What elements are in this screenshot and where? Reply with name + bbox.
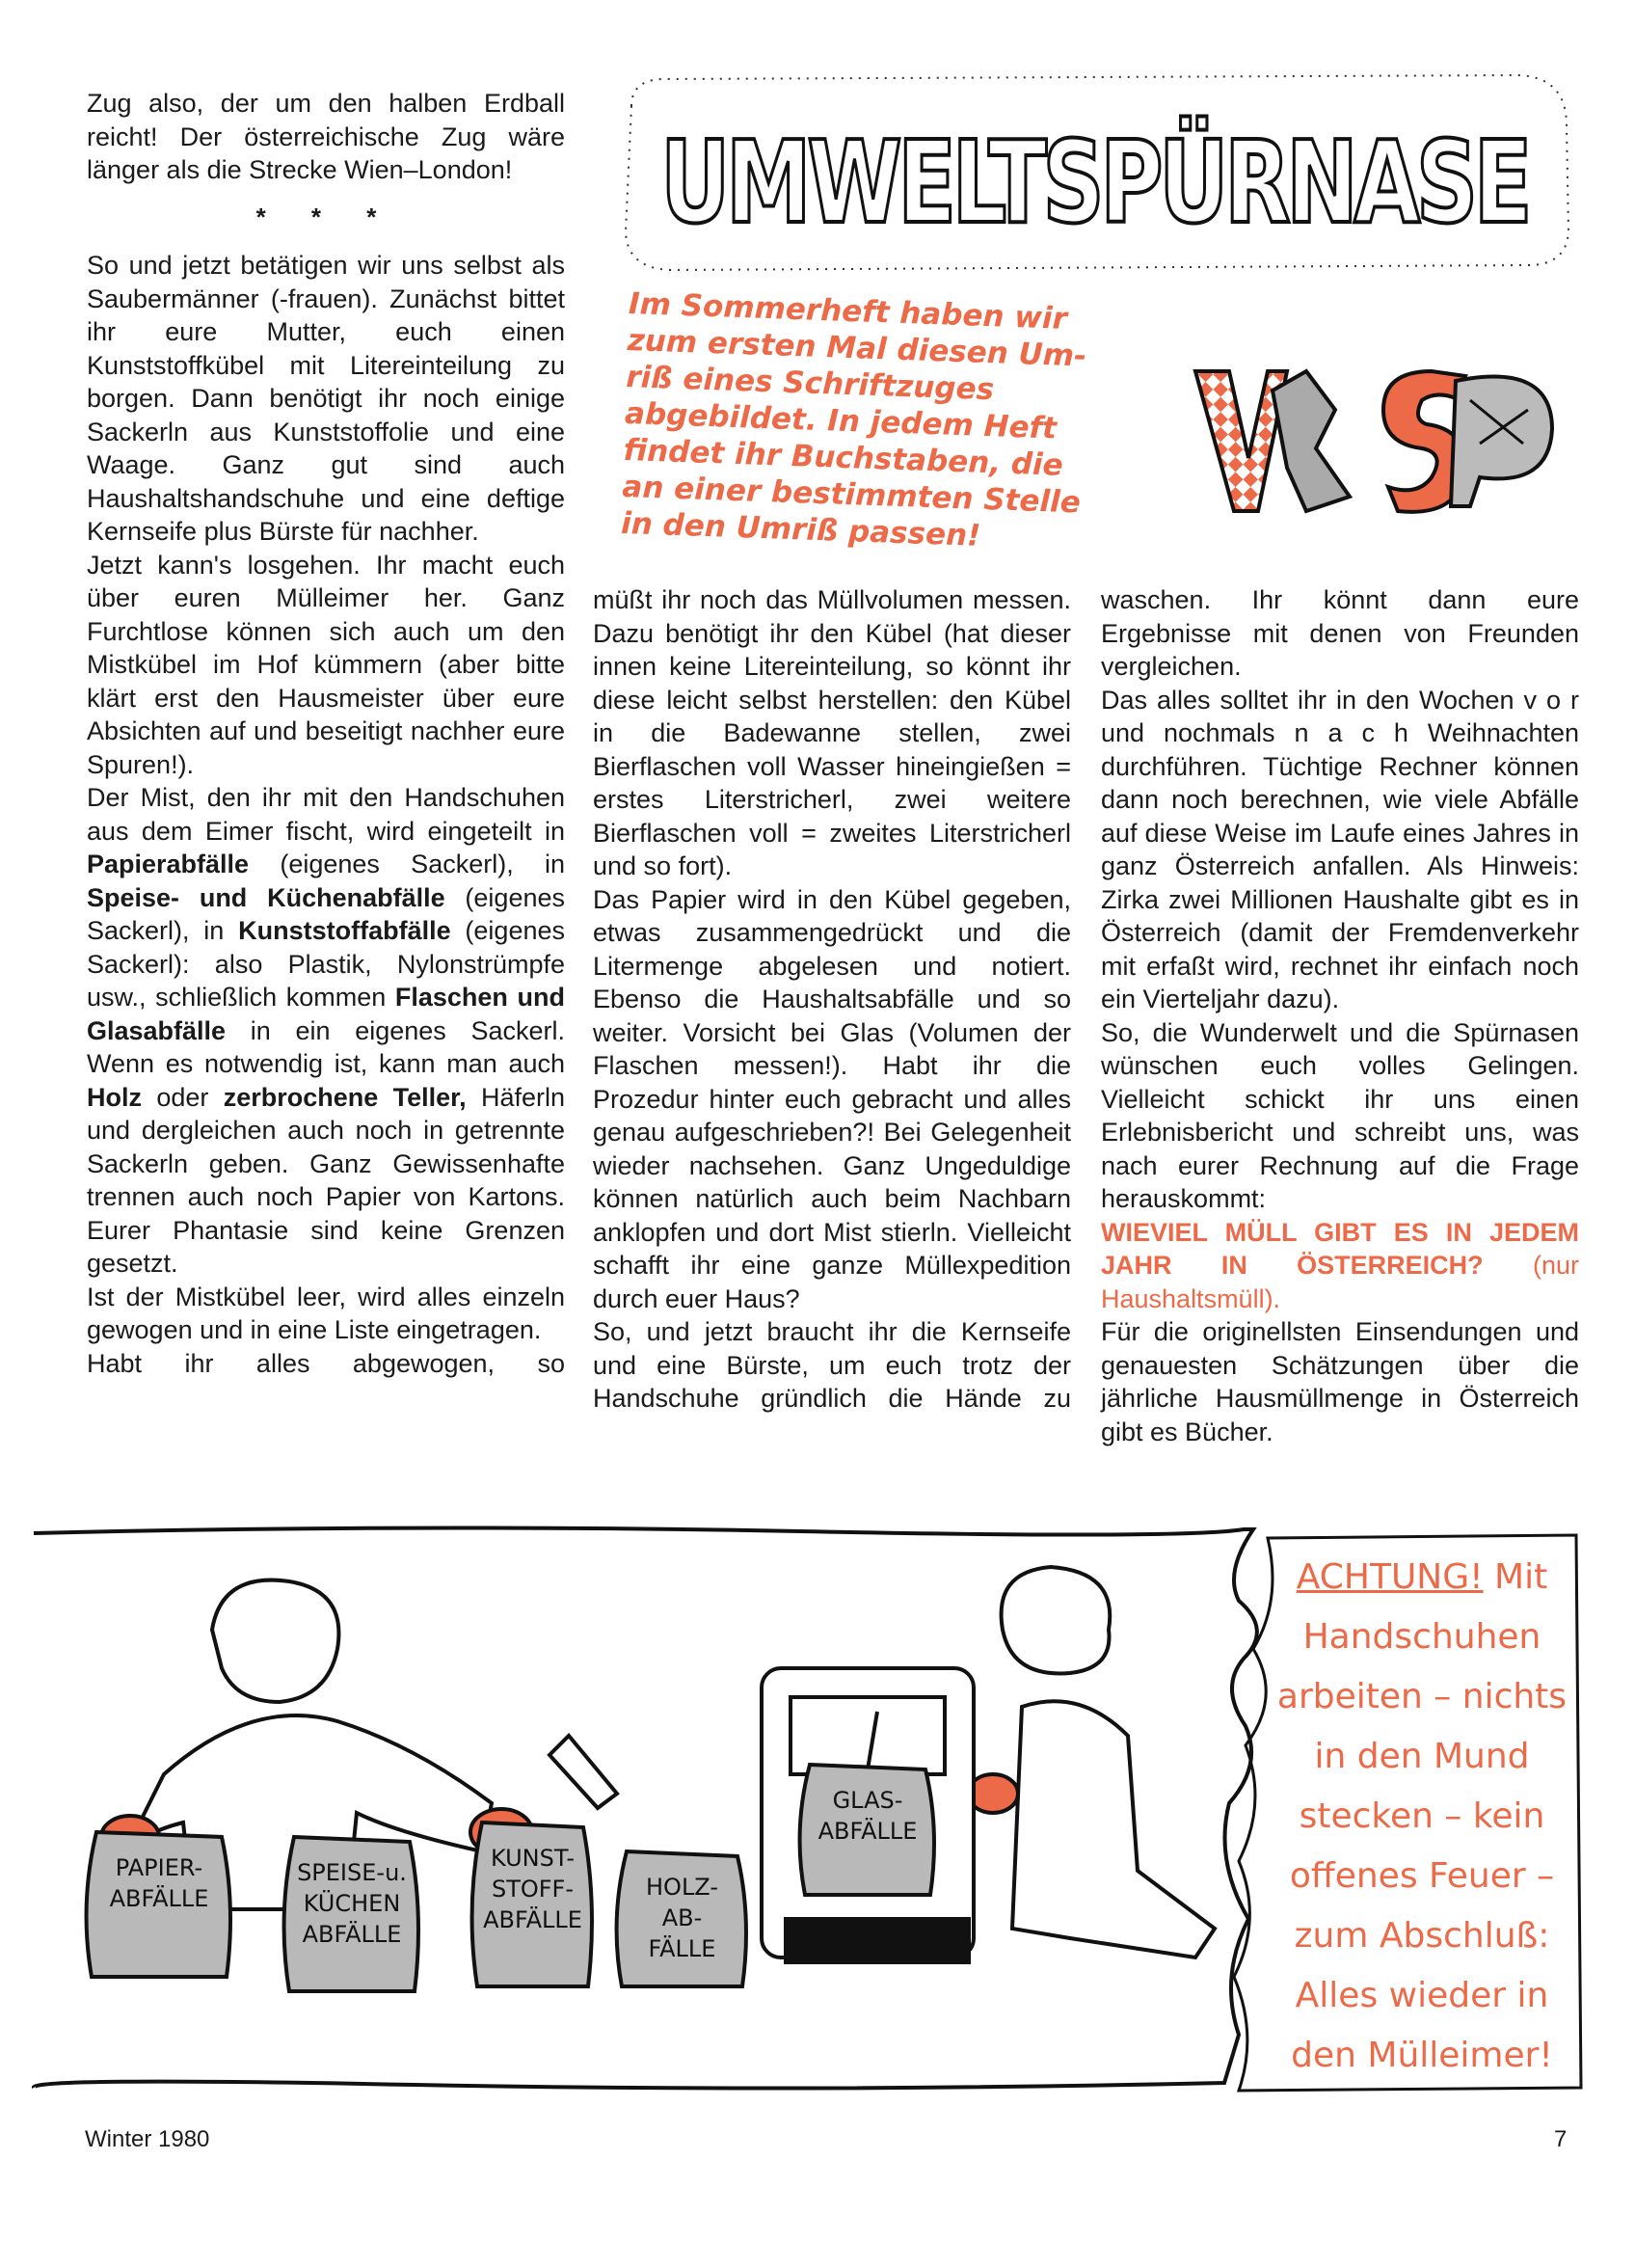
bag-label: KUNST- <box>491 1845 575 1872</box>
text: Das Papier wird in den Kübel gegeben, etwas zusammengedrückt und die Litermenge abgelesen und notiert. Ebenso die Haushaltsabfälle und so weiter. Vorsicht bei Glas (Volumen der Flaschen messen!). Habt ihr die Prozedur hinter euch gebracht und alles genau aufgeschrieben?! Bei Gelegenheit wieder nachsehen. Ganz Ungeduldige können natürlich auch beim Nachbarn anklopfen und dort Mist stierln. Vielleicht schafft ihr eine ganze Müllexpedition durch euer Haus? <box>593 884 1071 1313</box>
paragraph <box>593 883 1071 1316</box>
text: * * * <box>255 202 396 231</box>
text: (eigenes Sackerl), in <box>249 850 565 878</box>
text: Häferln und dergleichen auch noch in getrennte Sackerln geben. Ganz Gewissenhafte trennen auch noch Papier von Kartons. Eurer Phantasie sind keine Grenzen gesetzt. <box>87 1082 565 1278</box>
paragraph <box>1101 684 1579 1016</box>
text-column-3 <box>1101 583 1579 1448</box>
warning-line: Handschuhen <box>1302 1617 1541 1657</box>
bag-label: PAPIER- <box>115 1854 203 1881</box>
va-letter-piece <box>1195 371 1350 511</box>
text: Zug also, der um den halben Erdball reicht! Der österreichische Zug wäre länger als die Strecke Wien–London! <box>87 89 565 184</box>
bag-label: SPEISE-u. <box>297 1859 407 1886</box>
paragraph <box>1101 583 1579 684</box>
text: Das alles solltet ihr in den Wochen v o r und nochmals n a c h Weihnachten durchführen. Tüchtige Rechner können dann noch berechnen, wie viele Abfälle auf diese Weise im Laufe eines Jahres in ganz Österreich anfallen. Als Hinweis: Zirka zwei Millionen Haushalte gibt es in Österreich (damit der Fremdenverkehr mit erfaßt wird, rechnet ihr einfach noch ein Vierteljahr dazu). <box>1101 685 1579 1013</box>
bold-text: Speise- und Küchenabfälle <box>87 882 445 912</box>
sp-letter-piece <box>1383 371 1552 512</box>
bag-label: ABFÄLLE <box>302 1921 402 1948</box>
bold-text: Kunststoffabfälle <box>238 916 451 945</box>
text: Ist der Mistkübel leer, wird alles einzeln gewogen und in eine Liste eingetragen. <box>87 1282 565 1344</box>
text-column-2 <box>593 583 1071 1416</box>
intro-note-line: riß eines Schriftzuges <box>625 359 995 408</box>
svg-text:UMWELTSPÜRNASE: UMWELTSPÜRNASE <box>660 116 1528 249</box>
paragraph <box>87 1281 565 1347</box>
paragraph <box>593 1315 1071 1416</box>
paragraph <box>87 201 565 234</box>
paragraph <box>593 583 1071 883</box>
warning-line: zum Abschluß: <box>1294 1916 1550 1956</box>
warning-line: in den Mund <box>1314 1737 1530 1776</box>
bag-label: ABFÄLLE <box>109 1885 209 1912</box>
bag-label: ABFÄLLE <box>483 1906 582 1933</box>
waste-bag <box>284 1837 418 1991</box>
bold-text: zerbrochene Teller, <box>223 1082 467 1112</box>
waste-bag <box>472 1822 592 1986</box>
text: Für die originellsten Einsendungen und genauesten Schätzungen über die jährliche Hausmüllmenge in Österreich gibt es Bücher. <box>1101 1317 1579 1446</box>
waste-bag <box>800 1765 934 1895</box>
intro-note-line: Im Sommerheft haben wir <box>628 286 1068 337</box>
paragraph <box>87 1347 565 1381</box>
bag-label: STOFF- <box>491 1876 575 1903</box>
bag-label: HOLZ- <box>646 1874 718 1901</box>
waste-bag <box>617 1851 746 1986</box>
text: So, die Wunderwelt und die Spürnasen wünschen euch volles Gelingen. Vielleicht schickt ihr uns einen Erlebnisbericht und schreibt uns, was nach eurer Rechnung auf die Frage herauskommt: <box>1101 1017 1579 1213</box>
footer-issue: Winter 1980 <box>85 2126 210 2152</box>
text: (eigenes Sackerl), in <box>87 882 565 945</box>
intro-note-line: abgebildet. In jedem Heft <box>624 395 1058 446</box>
paragraph <box>87 249 565 549</box>
bag-label: KÜCHEN <box>303 1890 401 1917</box>
warning-line: arbeiten – nichts <box>1276 1677 1568 1716</box>
text: So und jetzt betätigen wir uns selbst als Saubermänner (-frauen). Zunächst bittet ihr eure Mutter, euch einen Kunststoffkübel mit Litereinteilung zu borgen. Dann benötigt ihr noch einige Sackerln aus Kunststoffolie und eine Waage. Ganz gut sind auch Haushaltshandschuhe und eine deftige Kernseife plus Bürste für nachher. <box>87 251 565 546</box>
text: in ein eigenes Sackerl. Wenn es notwendig ist, kann man auch <box>87 1015 565 1078</box>
intro-note <box>621 285 1131 559</box>
intro-note-line: findet ihr Buchstaben, die <box>623 432 1064 483</box>
page-number: 7 <box>1554 2126 1568 2152</box>
text: Jetzt kann's losgehen. Ihr macht euch über euren Mülleimer her. Ganz Furchtlose können sich auch um den Mistkübel im Hof kümmern (aber bitte klärt erst den Hausmeister über eure Absichten auf und beseitigt nachher eure Spuren!). <box>87 550 565 779</box>
umweltspuernase-logo <box>612 68 1576 280</box>
warning-line: den Mülleimer! <box>1291 2036 1553 2075</box>
bag-label: FÄLLE <box>648 1935 716 1962</box>
bag-label: ABFÄLLE <box>818 1818 918 1845</box>
intro-note-line: zum ersten Mal diesen Um- <box>627 322 1087 374</box>
warning-line: stecken – kein <box>1299 1796 1545 1836</box>
paragraph <box>1101 1216 1579 1316</box>
bold-text: Holz <box>87 1082 142 1112</box>
intro-note-line: an einer bestimmten Stelle <box>621 469 1082 521</box>
text: So, und jetzt braucht ihr die Kernseife und eine Bürste, um euch trotz der Handschuhe gründlich die Hände zu <box>593 1317 1071 1413</box>
warning-line: offenes Feuer – <box>1289 1856 1555 1896</box>
text: müßt ihr noch das Müllvolumen messen. Dazu benötigt ihr den Kübel (hat dieser innen keine Litereinteilung, so könnt ihr diese leicht selbst herstellen: den Kübel in die Badewanne stellen, zwei Bierflaschen voll Wasser hineingießen = erstes Literstricherl, zwei weitere Bierflaschen voll = zweites Literstricherl und so fort). <box>593 585 1071 880</box>
bag-label: GLAS- <box>832 1787 903 1814</box>
intro-note-line: in den Umriß passen! <box>620 505 981 554</box>
bag-label: AB- <box>661 1904 703 1931</box>
paragraph <box>1101 1016 1579 1216</box>
letter-pieces-illustration <box>1191 352 1557 521</box>
paragraph <box>87 549 565 782</box>
warning-note <box>1273 1548 1571 2086</box>
text: (nur Haushaltsmüll). <box>1101 1251 1579 1313</box>
waste-bag <box>87 1832 230 1977</box>
text: oder <box>142 1082 224 1112</box>
paragraph <box>87 781 565 1281</box>
text-column-1 <box>87 87 565 1380</box>
text: (eigenes Sackerl): also Plastik, Nylonstrümpfe usw., schließlich kommen <box>87 916 565 1012</box>
paragraph <box>87 87 565 187</box>
warning-line: Alles wieder in <box>1295 1976 1549 2015</box>
bold-text: Flaschen und Glasabfälle <box>87 983 565 1045</box>
text: waschen. Ihr könnt dann eure Ergebnisse mit denen von Freunden vergleichen. <box>1101 585 1579 681</box>
bold-text: Papierabfälle <box>87 850 250 878</box>
paragraph <box>1101 1315 1579 1448</box>
bold-text: WIEVIEL MÜLL GIBT ES IN JEDEM JAHR IN ÖSTERREICH? <box>1101 1217 1579 1280</box>
warning-line: Mit <box>1494 1557 1548 1597</box>
text: Der Mist, den ihr mit den Handschuhen aus dem Eimer fischt, wird eingeteilt in <box>87 783 565 846</box>
warning-heading: ACHTUNG! <box>1296 1557 1484 1597</box>
text: Habt ihr alles abgewogen, so <box>87 1348 565 1378</box>
